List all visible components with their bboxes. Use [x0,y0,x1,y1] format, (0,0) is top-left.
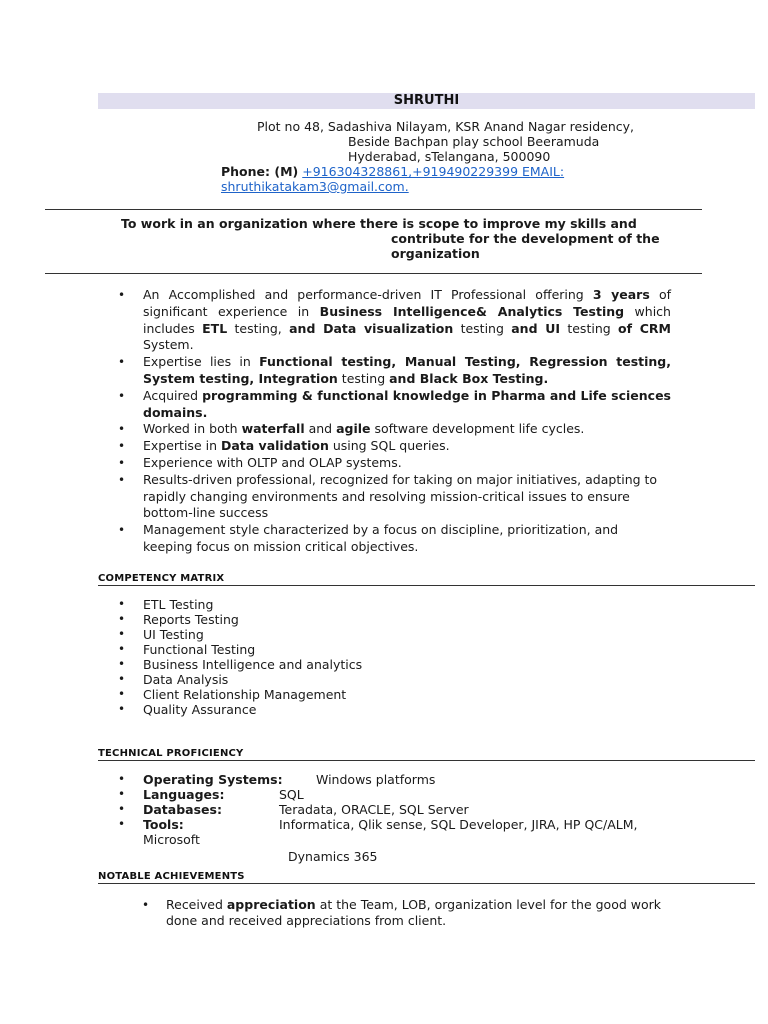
bullet-icon: • [118,687,126,701]
achievements-title: NOTABLE ACHIEVEMENTS [98,871,245,882]
summary-list [118,287,671,556]
competency-item: • Functional Testing [118,642,256,657]
summary-item: • Management style characterized by a focus on discipline, prioritization, and keeping focus on mission critical objectives. [118,522,619,554]
tech-row-languages [118,787,663,802]
bullet-icon: • [118,702,126,716]
competency-item: • ETL Testing [118,597,214,612]
competency-item: • Business Intelligence and analytics [118,657,363,672]
bullet-icon: • [142,898,150,912]
objective-line-2: contribute for the development of the [391,231,660,246]
tech-row-os [118,772,663,787]
technical-list [118,772,663,847]
tech-tools-cont-1: Microsoft [143,832,200,847]
tech-value: SQL [279,787,304,802]
competency-item: • Reports Testing [118,612,239,627]
bullet-icon: • [118,627,126,641]
tech-row-databases [118,802,663,817]
technical-rule [98,760,755,761]
address-line-1: Plot no 48, Sadashiva Nilayam, KSR Anand Nagar residency, [257,119,634,134]
bullet-icon: • [118,642,126,656]
summary-item: • An Accomplished and performance-driven IT Professional offering 3 years of significant experience in Business Intelligence& Analytics Testing which includes ETL testing, and Data visualization testing and UI testing of CRM System. [118,287,671,353]
summary-item: • Results-driven professional, recognized for taking on major initiatives, adapting to rapidly changing environments and resolving mission-critical issues to ensure bottom-line success [118,471,658,521]
tech-value: Teradata, ORACLE, SQL Server [279,802,469,817]
divider-top [45,209,702,210]
competency-title: COMPETENCY MATRIX [98,573,225,584]
summary-item: • Expertise in Data validation using SQL queries. [118,438,450,454]
divider-objective [45,273,702,274]
bullet-icon: • [118,288,126,302]
bullet-icon: • [118,388,126,403]
bullet-icon: • [118,612,126,626]
competency-item: • Quality Assurance [118,702,257,717]
bullet-icon: • [118,772,126,786]
phone-label: Phone: (M) [221,164,299,179]
achievement-item-cont: done and received appreciations from client. [166,913,447,928]
bullet-icon: • [118,802,126,816]
phone-link[interactable]: +916304328861,+919490229399 EMAIL: [302,164,565,179]
phone-line [221,164,564,179]
candidate-name: SHRUTHI [98,93,755,109]
tech-label: Tools: [143,817,184,832]
address-line-3: Hyderabad, sTelangana, 500090 [348,149,551,164]
bullet-icon: • [118,455,126,470]
competency-item: • Data Analysis [118,672,229,687]
competency-item: • UI Testing [118,627,204,642]
objective-line-3: organization [391,246,480,261]
bullet-icon: • [118,657,126,671]
bullet-icon: • [118,787,126,801]
bullet-icon: • [118,472,126,487]
summary-item: • Experience with OLTP and OLAP systems. [118,454,402,470]
competency-rule [98,585,755,586]
objective-line-1: To work in an organization where there is scope to improve my skills and [121,216,637,231]
bullet-icon: • [118,817,126,831]
summary-item: • Expertise lies in Functional testing, Manual Testing, Regression testing, System testing, Integration testing and Black Box Testing. [118,354,671,386]
summary-item: • Worked in both waterfall and agile software development life cycles. [118,421,585,437]
achievements-list [142,897,706,929]
achievements-rule [98,883,755,884]
tech-row-tools [118,817,663,832]
tech-label: Languages: [143,787,225,802]
address-line-2: Beside Bachpan play school Beeramuda [348,134,600,149]
tech-label: Databases: [143,802,222,817]
competency-list [118,597,643,717]
tech-tools-cont-2: Dynamics 365 [288,849,378,864]
technical-title: TECHNICAL PROFICIENCY [98,748,244,759]
email-link[interactable]: shruthikatakam3@gmail.com. [221,179,409,194]
tech-value: Informatica, Qlik sense, SQL Developer, JIRA, HP QC/ALM, [279,817,638,832]
bullet-icon: • [118,422,126,437]
tech-value: Windows platforms [316,772,436,787]
bullet-icon: • [118,523,126,538]
summary-item: • Acquired programming & functional knowledge in Pharma and Life sciences domains. [118,387,671,420]
bullet-icon: • [118,439,126,454]
achievement-item: • Received appreciation at the Team, LOB, organization level for the good work [142,897,662,912]
bullet-icon: • [118,672,126,686]
bullet-icon: • [118,597,126,611]
competency-item: • Client Relationship Management [118,687,347,702]
bullet-icon: • [118,355,126,370]
tech-label: Operating Systems: [143,772,283,787]
